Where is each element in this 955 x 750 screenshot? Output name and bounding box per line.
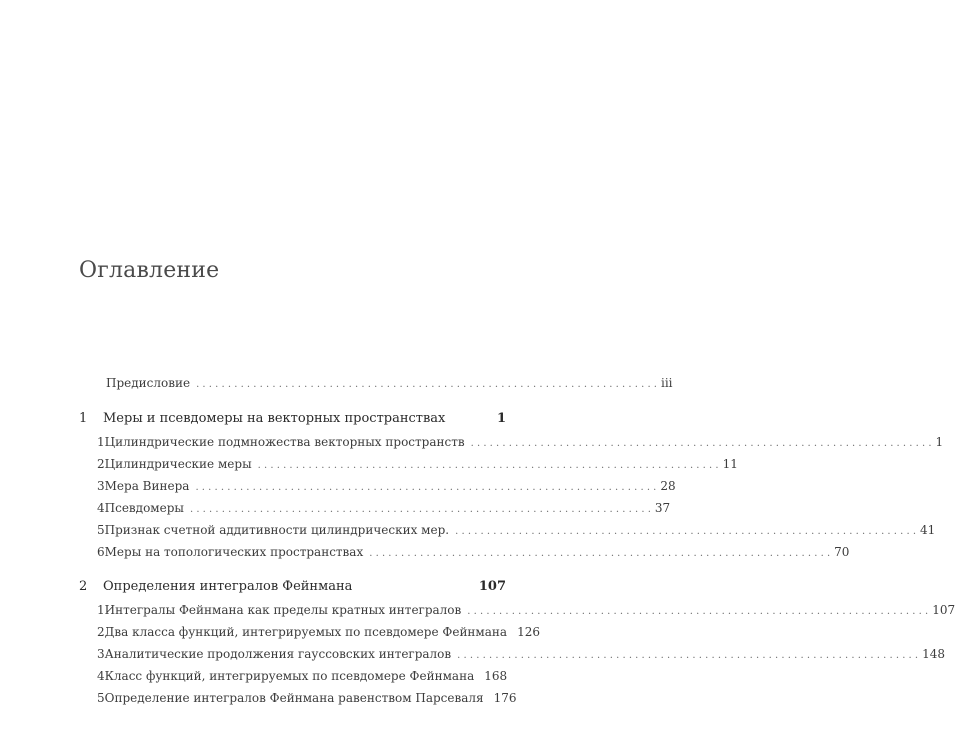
toc-section-1-3[interactable] [97,477,676,495]
dot-leader [196,376,657,394]
section-title: Мера Винера [104,479,190,493]
section-number: 3 [97,479,105,493]
toc-chapter-2[interactable] [79,578,506,596]
toc-heading: Оглавление [79,258,220,283]
dot-leader [190,501,651,519]
section-number: 3 [97,647,105,661]
section-number: 4 [97,501,105,515]
toc-section-2-1[interactable] [97,601,955,619]
section-number: 1 [97,435,105,449]
section-number: 2 [97,625,105,639]
section-page: 41 [920,523,936,537]
section-page: 37 [654,501,671,515]
toc-section-2-5[interactable] [97,689,517,707]
section-page: 1 [935,435,944,449]
toc-section-1-1[interactable] [97,433,944,451]
section-number: 5 [97,523,105,537]
section-title: Аналитические продолжения гауссовских интегралов [104,647,452,661]
dot-leader [457,647,918,665]
section-page: 126 [517,625,540,639]
section-title: Цилиндрические меры [104,457,252,471]
section-title: Меры на топологических пространствах [104,545,364,559]
toc-section-2-4[interactable] [97,667,506,685]
section-page: 70 [834,545,850,559]
section-number: 4 [97,669,105,683]
chapter-number: 1 [79,411,88,426]
dot-leader [467,603,928,621]
section-title: Определение интегралов Фейнмана равенством Парсеваля [104,691,484,705]
chapter-page: 1 [496,411,506,426]
section-title: Цилиндрические подмножества векторных пространств [104,435,465,449]
section-title: Интегралы Фейнмана как пределы кратных интегралов [104,603,462,617]
section-page: 28 [660,479,676,493]
toc-section-1-5[interactable] [97,521,936,539]
section-title: Псевдомеры [104,501,184,515]
toc-section-1-2[interactable] [97,455,738,473]
dot-leader [369,545,830,563]
entry-title: Предисловие [106,376,191,390]
section-number: 5 [97,691,105,705]
section-page: 107 [932,603,955,617]
section-page: 168 [484,669,508,683]
section-title: Класс функций, интегрируемых по псевдомере Фейнмана [104,669,475,683]
entry-page: iii [660,376,673,390]
dot-leader [471,435,932,453]
section-title: Два класса функций, интегрируемых по псевдомере Фейнмана [104,625,508,639]
toc-entry-preface[interactable] [106,374,673,392]
section-page: 176 [493,691,517,705]
toc-section-2-3[interactable] [97,645,945,663]
section-title: Признак счетной аддитивности цилиндрических мер. [104,523,450,537]
section-number: 6 [97,545,105,559]
chapter-title: Меры и псевдомеры на векторных пространствах [103,411,446,426]
dot-leader [195,479,656,497]
toc-section-1-4[interactable] [97,499,671,517]
chapter-page: 107 [478,579,506,594]
toc-section-2-2[interactable] [97,623,540,641]
section-page: 11 [722,457,738,471]
chapter-number: 2 [79,579,88,594]
dot-leader [258,457,719,475]
section-number: 2 [97,457,105,471]
toc-section-1-6[interactable] [97,543,850,561]
section-number: 1 [97,603,105,617]
toc-chapter-1[interactable] [79,410,506,428]
chapter-title: Определения интегралов Фейнмана [103,579,353,594]
dot-leader [455,523,916,541]
section-page: 148 [922,647,945,661]
